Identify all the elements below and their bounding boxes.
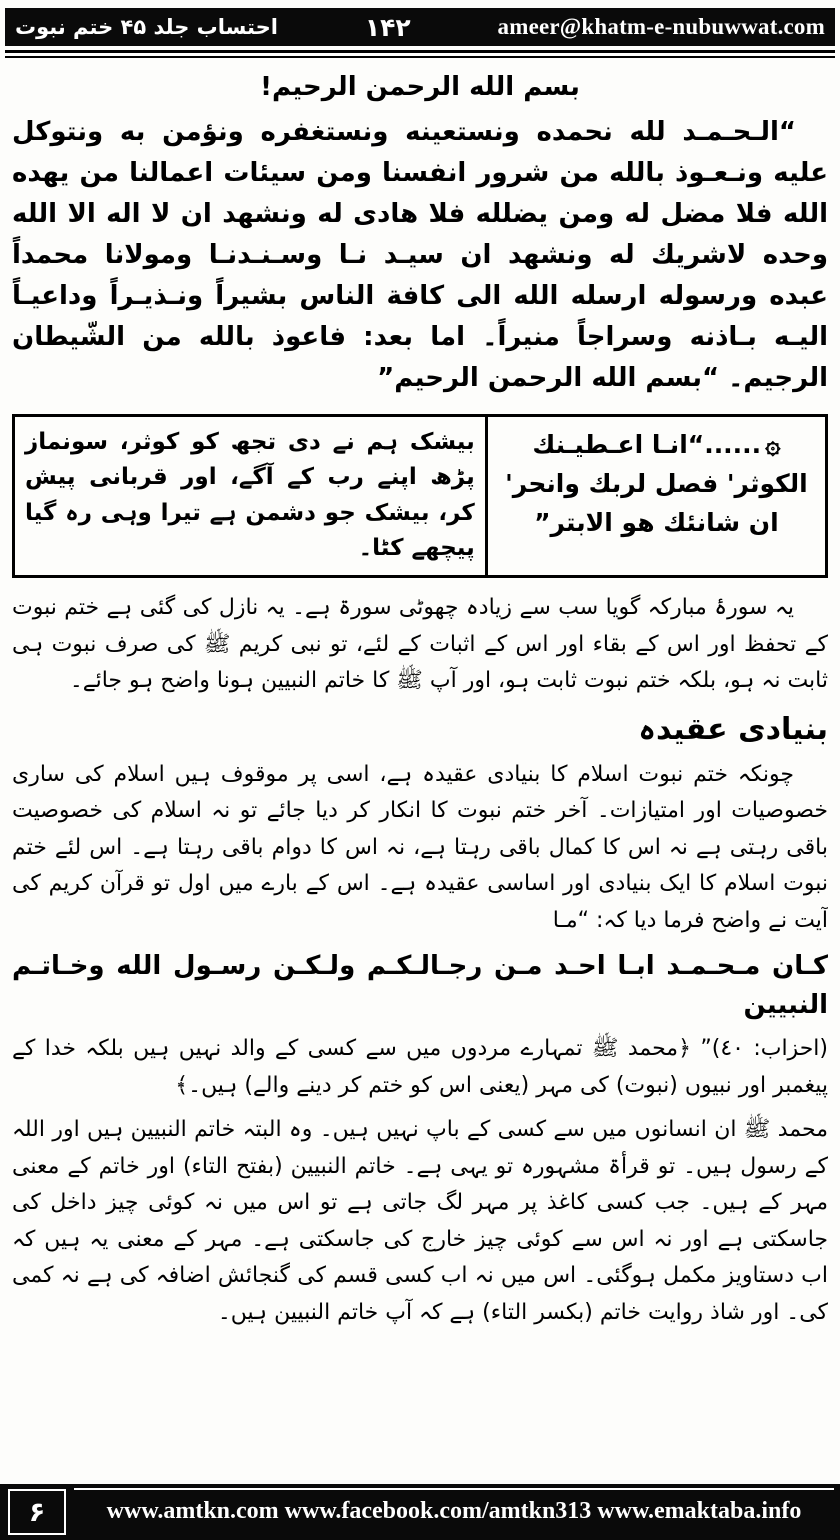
header-bar [5, 8, 835, 46]
page-content [12, 66, 828, 1476]
tafseer-paragraph: محمد ﷺ ان انسانوں میں سے کسی کے باپ نہیں ہیں۔ وہ البتہ خاتم النبیین ہیں اور اللہ کے رسول ہیں۔ تو قرأۃ مشہورہ تو یہی ہے۔ خاتم النبیین (بفتح التاء) اور خاتم کے معنی مہر کے ہیں۔ جب کسی کاغذ پر مہر لگ جاتی ہے تو اس میں نہ کوئی چیز داخل کی جاسکتی ہے اور نہ اس سے کوئی چیز خارج کی جاسکتی ہے۔ مہر کے معنی یہ ہیں کہ اب دستاویز مکمل ہوگئی۔ اس میں نہ اب کسی قسم کی گنجائش اضافہ کی ہے نہ کمی کی۔ اور شاذ روایت خاتم (بکسر التاء) ہے کہ آپ خاتم النبیین ہیں۔ [12, 1117, 828, 1325]
footer-bar [0, 1484, 840, 1540]
header-email: ameer@khatm-e-nubuwwat.com [497, 14, 825, 39]
header-page-number: ۱۴۲ [364, 12, 411, 42]
rub-el-hizb-icon: ۞ [765, 429, 781, 460]
header-book-title: احتساب جلد ۴۵ ختم نبوت [15, 15, 278, 39]
footer-urls: www.amtkn.com www.facebook.com/amtkn313 www.emaktaba.info [74, 1488, 834, 1537]
khutbah-paragraph: “الـحـمـد لله نحمده ونستعينه ونستغفره ونؤمن به ونتوكل عليه ونـعـوذ بالله من شرور انفسنا ومن سيئات اعمالنا من يهده الله فلا مضل له ومن يضلله فلا هادی له ونشهد ان لا اله الا الله وحده لاشريك له ونشهد ان سيـد نـا وسـنـدنـا ومولانا محمداً عبده ورسوله ارسله الله الی كافة الناس بشيراً ونـذيـراً وداعيـاً اليـه بـاذنه وسراجاً منيراً۔ اما بعد: فاعوذ بالله من الشّيطان الرجيم۔ “بسم الله الرحمن الرحيم” [12, 117, 828, 394]
aqeedah-paragraph: چونکہ ختم نبوت اسلام کا بنیادی عقیدہ ہے، اسی پر موقوف ہیں اسلام کی ساری خصوصیات اور امتیازات۔ آخر ختم نبوت کا انکار کر دیا جائے تو نہ اسلام کی خصوصیت باقی رہتی ہے نہ اس کا کمال باقی رہتا ہے، نہ اس کا دوام باقی رہتا ہے۔ اس لئے ختم نبوت اسلام کا ایک بنیادی اور اساسی عقیدہ ہے۔ اس کے بارے میں اول تو قرآن کریم کی آیت نے واضح فرما دیا کہ: “مـا [12, 761, 828, 933]
header-divider-rule [5, 50, 835, 58]
verse-reference-translation-paragraph: (احزاب: ٤٠)” ﴿محمد ﷺ تمہارے مردوں میں سے کسی کے والد نہیں ہیں بلکہ خدا کے پیغمبر اور نبیوں (نبوت) کی مہر (یعنی اس کو ختم کر دینے والے) ہیں۔﴾ [12, 1036, 828, 1098]
footer-page-number: ۶ [28, 1496, 46, 1528]
verse-arabic-text: ......“انـا اعـطيـنك الكوثر' فصل لربك وانحر' ان شانئك هو الابتر” [505, 429, 808, 537]
bismillah-line: بسم الله الرحمن الرحيم! [260, 72, 580, 102]
kausar-verse-box [12, 414, 828, 579]
quran-verse-line: كـان مـحـمـد ابـا احـد مـن رجـالـكـم ولـكـن رسـول الله وخـاتـم النبيين [12, 951, 828, 1021]
surah-intro-paragraph: یہ سورۂ مبارکہ گویا سب سے زیادہ چھوٹی سورۃ ہے۔ یہ نازل کی گئی ہے ختم نبوت کے تحفظ اور اس کے بقاء اور اس کے اثبات کے لئے، تو نبی کریم ﷺ کی صرف نبوت ہی ثابت نہ ہو، بلکہ ختم نبوت ثابت ہو، اور آپ ﷺ کا خاتم النبیین ہونا واضح ہو جائے۔ [12, 595, 828, 694]
footer-page-number-box [8, 1489, 66, 1535]
verse-translation-cell: بیشک ہم نے دی تجھ کو کوثر، سونماز پڑھ اپنے رب کے آگے، اور قربانی پیش کر، بیشک جو دشمن ہے تیرا وہی رہ گیا پیچھے کٹا۔ [25, 428, 475, 562]
verse-arabic-cell [485, 417, 825, 576]
section-heading: بنیادی عقیدہ [638, 711, 828, 747]
